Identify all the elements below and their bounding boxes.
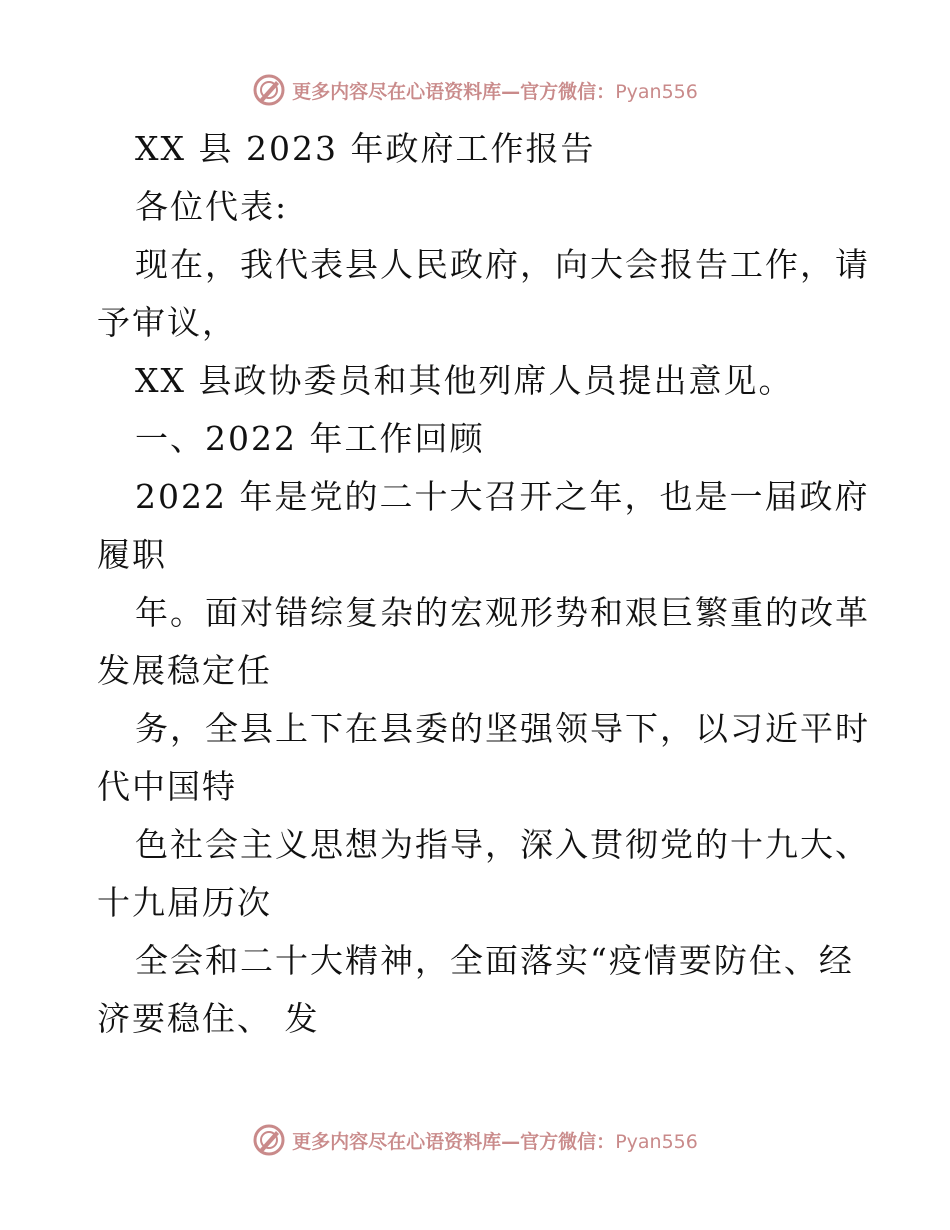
document-body (97, 120, 870, 1048)
paragraph-line: 年。面对错综复杂的宏观形势和艰巨繁重的改革 (135, 593, 870, 632)
pen-logo-icon (252, 73, 286, 107)
section-heading: 一、2022 年工作回顾 (135, 419, 485, 458)
paragraph-line: 发展稳定任 (97, 651, 272, 690)
header-watermark (0, 70, 950, 110)
paragraph-line: 予审议， (97, 303, 237, 342)
paragraph-line: 务，全县上下在县委的坚强领导下，以习近平时 (135, 709, 870, 748)
footer-watermark (0, 1120, 950, 1160)
paragraph-line: 济要稳住、 发 (97, 999, 320, 1038)
paragraph-line: 履职 (97, 535, 167, 574)
paragraph-line: 现在，我代表县人民政府，向大会报告工作，请 (135, 245, 870, 284)
pen-logo-icon (252, 1123, 286, 1157)
paragraph-line: 2022 年是党的二十大召开之年，也是一届政府 (135, 477, 870, 516)
paragraph-line: 代中国特 (97, 767, 237, 806)
salutation: 各位代表: (135, 187, 289, 226)
paragraph-line: 色社会主义思想为指导，深入贯彻党的十九大、 (135, 825, 870, 864)
paragraph-line: XX 县政协委员和其他列席人员提出意见。 (135, 361, 794, 400)
paragraph-line: 全会和二十大精神，全面落实“疫情要防住、经 (135, 941, 854, 980)
watermark-text: 更多内容尽在心语资料库—官方微信：Pyan556 (292, 80, 698, 103)
document-title: XX 县 2023 年政府工作报告 (135, 129, 596, 168)
watermark-text: 更多内容尽在心语资料库—官方微信：Pyan556 (292, 1130, 698, 1153)
paragraph-line: 十九届历次 (97, 883, 272, 922)
